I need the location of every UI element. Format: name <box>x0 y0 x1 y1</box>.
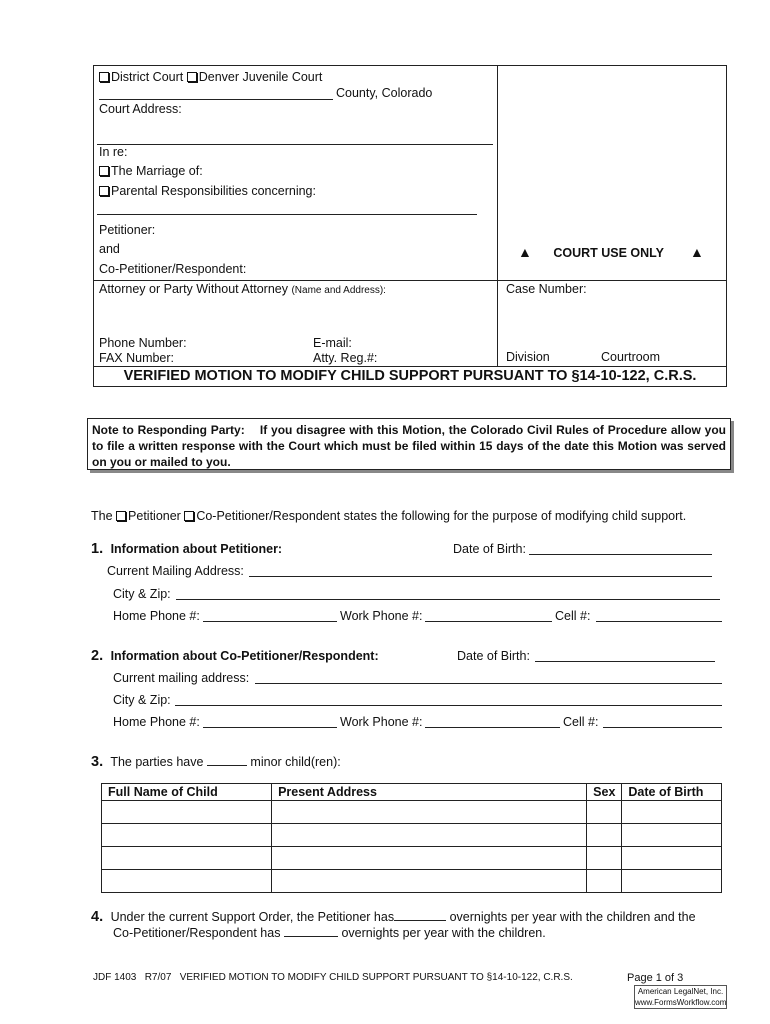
co-petitioner-overnights-field[interactable] <box>284 925 338 937</box>
section2-number: 2. <box>91 648 104 664</box>
s1-home-field[interactable] <box>203 610 337 622</box>
stamp-line1: American LegalNet, Inc. <box>637 987 724 996</box>
intro-rest: states the following for the purpose of modifying child support. <box>343 509 687 523</box>
child-sex-cell[interactable] <box>587 801 622 824</box>
table-row <box>102 847 722 870</box>
attorney-note: (Name and Address): <box>291 285 386 296</box>
col-date-of-birth: Date of Birth <box>622 784 722 801</box>
child-name-cell[interactable] <box>102 870 272 893</box>
s2-mailing-label: Current mailing address: <box>113 671 250 685</box>
county-label: County, Colorado <box>336 86 433 100</box>
form-title: VERIFIED MOTION TO MODIFY CHILD SUPPORT PURSUANT TO §14-10-122, C.R.S. <box>93 366 727 387</box>
atty-reg-label: Atty. Reg.#: <box>313 351 378 365</box>
parties-field[interactable] <box>97 204 477 215</box>
marriage-checkbox[interactable] <box>99 166 109 176</box>
s1-dob-field[interactable] <box>529 543 712 555</box>
note-text: If you disagree with this Motion, the Colorado Civil Rules of Procedure allow you to file a written response with the Court which must be filed within 15 days of the date this Motion was served on you or mailed to you. <box>92 423 726 469</box>
section4-text-d: overnights per year with the children. <box>341 926 546 940</box>
s2-city-label: City & Zip: <box>113 693 171 707</box>
intro-line <box>91 509 686 523</box>
intro-co-petitioner-checkbox[interactable] <box>184 511 194 521</box>
s1-work-field[interactable] <box>425 610 552 622</box>
intro-the: The <box>91 509 113 523</box>
district-court-label: District Court <box>111 70 184 84</box>
section4-line2 <box>113 925 546 940</box>
section3-text-a: The parties have <box>110 755 204 769</box>
parental-checkbox[interactable] <box>99 186 109 196</box>
section2-title: Information about Co-Petitioner/Respondent: <box>110 649 379 663</box>
s2-city-field[interactable] <box>175 694 722 706</box>
intro-petitioner-label: Petitioner <box>128 509 181 523</box>
county-field[interactable] <box>99 88 333 100</box>
s2-work-field[interactable] <box>425 716 560 728</box>
denver-juvenile-label: Denver Juvenile Court <box>198 70 323 84</box>
attorney-label <box>99 282 386 296</box>
child-dob-cell[interactable] <box>622 847 722 870</box>
triangle-up-icon-right: ▲ <box>690 244 704 260</box>
division-label: Division <box>506 350 550 364</box>
child-address-cell[interactable] <box>272 824 587 847</box>
s2-work-label: Work Phone #: <box>340 715 423 729</box>
caption-divider <box>497 65 498 367</box>
email-label: E-mail: <box>313 336 352 350</box>
phone-label: Phone Number: <box>99 336 187 350</box>
child-address-cell[interactable] <box>272 801 587 824</box>
child-name-cell[interactable] <box>102 824 272 847</box>
fax-label: FAX Number: <box>99 351 175 365</box>
s1-home-label: Home Phone #: <box>113 609 200 623</box>
section4-text-b: overnights per year with the children and the <box>449 910 696 924</box>
s2-dob-field[interactable] <box>535 650 715 662</box>
court-address-label: Court Address: <box>99 102 182 116</box>
marriage-row <box>99 164 203 178</box>
child-address-cell[interactable] <box>272 870 587 893</box>
s1-city-label: City & Zip: <box>113 587 171 601</box>
section1-number: 1. <box>91 541 104 557</box>
child-dob-cell[interactable] <box>622 801 722 824</box>
s1-dob-label: Date of Birth: <box>453 542 526 556</box>
section4-text-a: Under the current Support Order, the Petitioner has <box>110 910 395 924</box>
courtroom-label: Courtroom <box>601 350 661 364</box>
s2-home-field[interactable] <box>203 716 337 728</box>
section1-title: Information about Petitioner: <box>110 542 283 556</box>
parental-label: Parental Responsibilities concerning: <box>111 184 316 198</box>
caption-box <box>93 65 727 367</box>
court-use-only-label: COURT USE ONLY <box>553 246 665 260</box>
attorney-text: Attorney or Party Without Attorney <box>99 282 288 296</box>
s2-dob-label: Date of Birth: <box>457 649 530 663</box>
children-count-field[interactable] <box>207 754 247 766</box>
section4-number: 4. <box>91 909 104 925</box>
section4-text-c: Co-Petitioner/Respondent has <box>113 926 281 940</box>
section3-line <box>91 754 341 770</box>
col-present-address: Present Address <box>272 784 587 801</box>
col-full-name: Full Name of Child <box>102 784 272 801</box>
s1-cell-field[interactable] <box>596 610 722 622</box>
child-name-cell[interactable] <box>102 801 272 824</box>
triangle-up-icon-left: ▲ <box>518 244 532 260</box>
parental-row <box>99 184 316 198</box>
child-address-cell[interactable] <box>272 847 587 870</box>
section3-text-b: minor child(ren): <box>250 755 341 769</box>
petitioner-overnights-field[interactable] <box>394 909 446 921</box>
section2-heading <box>91 648 379 664</box>
note-box <box>87 418 731 470</box>
children-table <box>101 783 722 893</box>
case-number-label: Case Number: <box>506 282 587 296</box>
intro-petitioner-checkbox[interactable] <box>116 511 126 521</box>
intro-co-petitioner-label: Co-Petitioner/Respondent <box>196 509 341 523</box>
in-re-label: In re: <box>99 145 128 159</box>
s1-city-field[interactable] <box>176 588 720 600</box>
stamp-line2: www.FormsWorkflow.com <box>635 998 727 1007</box>
s2-cell-field[interactable] <box>603 716 722 728</box>
note-label: Note to Responding Party: <box>92 423 245 437</box>
child-sex-cell[interactable] <box>587 847 622 870</box>
petitioner-label: Petitioner: <box>99 223 156 237</box>
child-sex-cell[interactable] <box>587 870 622 893</box>
s2-cell-label: Cell #: <box>563 715 599 729</box>
s1-mailing-label: Current Mailing Address: <box>107 564 244 578</box>
s2-home-label: Home Phone #: <box>113 715 200 729</box>
marriage-label: The Marriage of: <box>111 164 203 178</box>
s1-cell-label: Cell #: <box>555 609 591 623</box>
child-name-cell[interactable] <box>102 847 272 870</box>
and-label: and <box>99 242 120 256</box>
caption-rule-attorney <box>93 280 727 281</box>
child-dob-cell[interactable] <box>622 870 722 893</box>
table-row <box>102 870 722 893</box>
child-sex-cell[interactable] <box>587 824 622 847</box>
court-use-row <box>518 244 708 260</box>
co-petitioner-label: Co-Petitioner/Respondent: <box>99 262 247 276</box>
footer-form-id: JDF 1403 R7/07 VERIFIED MOTION TO MODIFY CHILD SUPPORT PURSUANT TO §14-10-122, C.R.S. <box>93 972 573 983</box>
children-table-header <box>102 784 722 801</box>
district-court-checkbox[interactable] <box>99 72 109 82</box>
denver-juvenile-checkbox[interactable] <box>187 72 197 82</box>
child-dob-cell[interactable] <box>622 824 722 847</box>
legalnet-stamp <box>634 985 727 1009</box>
court-address-field[interactable] <box>97 134 493 145</box>
section4-line1 <box>91 909 727 925</box>
col-sex: Sex <box>587 784 622 801</box>
court-select <box>99 70 322 84</box>
section1-heading <box>91 541 282 557</box>
footer-page: Page 1 of 3 <box>627 972 684 984</box>
s1-work-label: Work Phone #: <box>340 609 423 623</box>
s2-mailing-field[interactable] <box>255 672 722 684</box>
table-row <box>102 801 722 824</box>
s1-mailing-field[interactable] <box>249 565 712 577</box>
table-row <box>102 824 722 847</box>
section3-number: 3. <box>91 754 104 770</box>
